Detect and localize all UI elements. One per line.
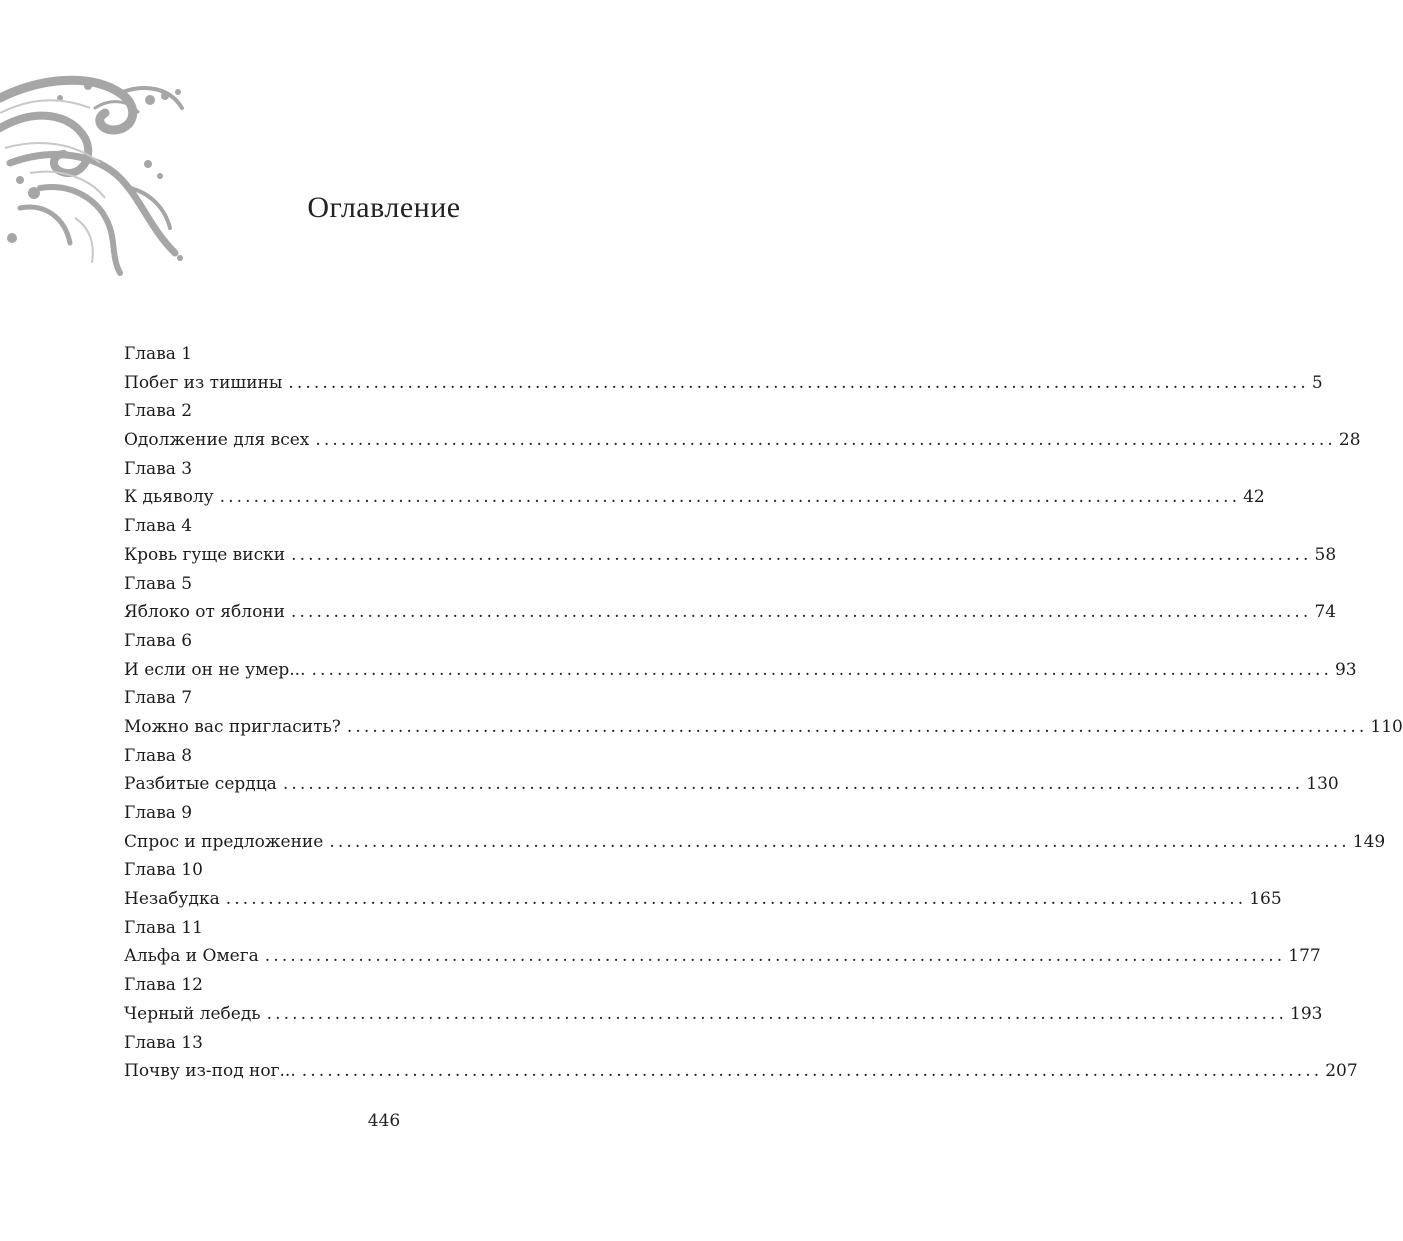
chapter-label: Глава 10 — [124, 860, 203, 881]
toc-entry[interactable] — [124, 483, 1265, 512]
dot-leader: ........................................................................................................................ — [329, 831, 1350, 852]
chapter-page-number: 58 — [1314, 544, 1337, 565]
chapter-label: Глава 6 — [124, 630, 193, 651]
chapter-title: Можно вас пригласить? — [124, 716, 341, 737]
dot-leader: ........................................................................................................................ — [311, 659, 1332, 680]
dot-leader: ........................................................................................................................ — [346, 716, 1368, 737]
dot-leader: ........................................................................................................................ — [282, 774, 1304, 795]
dot-leader: ........................................................................................................................ — [264, 946, 1286, 967]
toc-entry[interactable] — [124, 426, 1361, 455]
dot-leader: ........................................................................................................................ — [315, 430, 1336, 451]
page-number: 446 — [367, 1111, 401, 1131]
chapter-label: Глава 11 — [124, 917, 203, 938]
chapter-title: Спрос и предложение — [124, 831, 324, 852]
chapter-page-number: 207 — [1325, 1061, 1358, 1082]
chapter-title: Одолжение для всех — [124, 430, 310, 451]
chapter-title: Почву из-под ног... — [124, 1061, 296, 1082]
dot-leader: ........................................................................................................................ — [290, 602, 1312, 623]
toc-entry[interactable] — [124, 656, 1357, 685]
floral-swirl-ornament-icon — [0, 68, 186, 276]
toc-entry[interactable] — [124, 541, 1337, 570]
chapter-page-number: 165 — [1249, 889, 1282, 910]
chapter-label: Глава 12 — [124, 975, 203, 996]
dot-leader: ........................................................................................................................ — [288, 372, 1309, 393]
chapter-title: Незабудка — [124, 889, 220, 910]
chapter-label: Глава 9 — [124, 803, 193, 823]
toc-entry[interactable] — [124, 885, 1282, 914]
chapter-title: Кровь гуще виски — [124, 544, 286, 565]
dot-leader: ........................................................................................................................ — [225, 889, 1247, 910]
toc-entry[interactable] — [124, 942, 1321, 971]
table-of-contents — [124, 340, 1403, 1086]
dot-leader: ........................................................................................................................ — [266, 1003, 1288, 1024]
toc-entry[interactable] — [124, 770, 1339, 799]
chapter-title: Яблоко от яблони — [124, 602, 285, 623]
dot-leader: ........................................................................................................................ — [291, 544, 1312, 565]
chapter-page-number: 193 — [1290, 1003, 1323, 1024]
chapter-page-number: 130 — [1306, 774, 1339, 795]
chapter-page-number: 110 — [1370, 716, 1403, 737]
chapter-label: Глава 7 — [124, 688, 193, 709]
chapter-label: Глава 4 — [124, 516, 193, 537]
chapter-label: Глава 2 — [124, 401, 193, 422]
toc-entry[interactable] — [124, 369, 1323, 398]
toc-entry[interactable] — [124, 1000, 1323, 1029]
chapter-title: И если он не умер... — [124, 659, 306, 680]
chapter-label: Глава 5 — [124, 573, 193, 594]
toc-entry[interactable] — [124, 1057, 1358, 1086]
chapter-page-number: 93 — [1334, 659, 1357, 680]
toc-entry[interactable] — [124, 598, 1337, 627]
page-title: Оглавление — [307, 191, 461, 224]
toc-entry[interactable] — [124, 828, 1386, 857]
chapter-title: Черный лебедь — [124, 1003, 261, 1024]
chapter-title: Побег из тишины — [124, 372, 283, 393]
chapter-label: Глава 1 — [124, 344, 193, 364]
chapter-title: К дьяволу — [124, 487, 214, 508]
chapter-label: Глава 8 — [124, 745, 193, 766]
chapter-page-number: 74 — [1314, 602, 1337, 623]
chapter-label: Глава 13 — [124, 1032, 203, 1053]
chapter-page-number: 177 — [1288, 946, 1321, 967]
dot-leader: ........................................................................................................................ — [301, 1061, 1323, 1082]
chapter-page-number: 5 — [1311, 372, 1323, 393]
chapter-page-number: 28 — [1338, 430, 1361, 451]
chapter-title: Альфа и Омега — [124, 946, 259, 967]
chapter-page-number: 42 — [1243, 487, 1265, 508]
toc-entry[interactable] — [124, 713, 1403, 742]
dot-leader: ........................................................................................................................ — [219, 487, 1241, 508]
chapter-label: Глава 3 — [124, 458, 193, 479]
chapter-page-number: 149 — [1352, 831, 1386, 852]
chapter-title: Разбитые сердца — [124, 774, 277, 795]
